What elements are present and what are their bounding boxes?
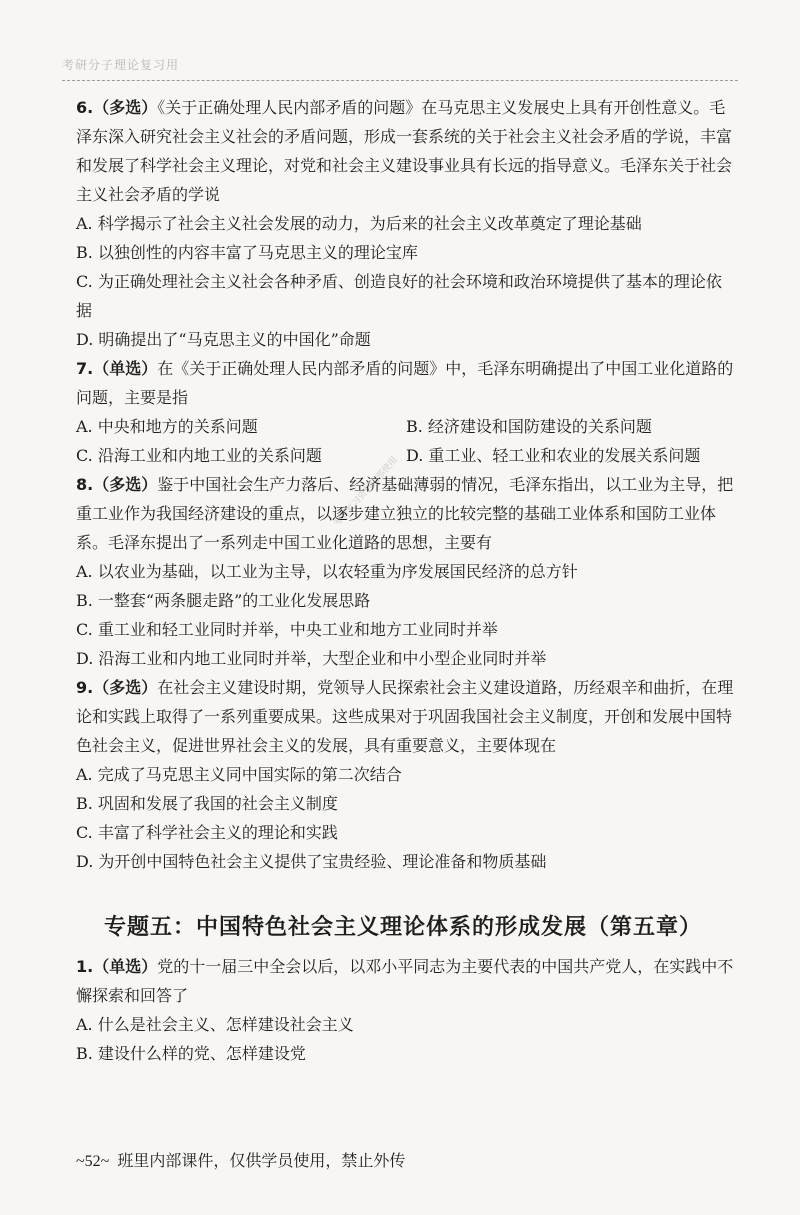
option-d: D. 明确提出了“马克思主义的中国化”命题 [76, 330, 371, 349]
question-text: 在社会主义建设时期，党领导人民探索社会主义建设道路，历经艰辛和曲折，在理论和实践上取得了一系列重要成果。这些成果对于巩固我国社会主义制度，开创和发展中国特色社会主义，促进世界社会主义的发展，具有重要意义，主要体现在 [76, 678, 734, 755]
section-heading: 专题五：中国特色社会主义理论体系的形成发展（第五章） [104, 915, 703, 940]
option-d: D. 为开创中国特色社会主义提供了宝贵经验、理论准备和物质基础 [76, 852, 547, 871]
option-b: B. 以独创性的内容丰富了马克思主义的理论宝库 [76, 243, 418, 262]
option-a: A. 什么是社会主义、怎样建设社会主义 [76, 1015, 354, 1034]
question-text: 鉴于中国社会生产力落后、经济基础薄弱的情况，毛泽东指出，以工业为主导，把重工业作为我国经济建设的重点，以逐步建立独立的比较完整的基础工业体系和国防工业体系。毛泽东提出了一系列走中国工业化道路的思想，主要有 [76, 475, 734, 552]
option-b: B. 建设什么样的党、怎样建设党 [76, 1044, 306, 1063]
running-head: 考研分子理论复习用 [62, 58, 180, 72]
question-stem [76, 93, 736, 209]
question-type: （单选） [93, 957, 158, 976]
question-type: （多选） [93, 475, 158, 494]
question-number: 6. [76, 98, 94, 117]
option-a: A. 中央和地方的关系问题 [76, 417, 258, 436]
page-content [76, 93, 736, 1068]
question-number: 8. [76, 475, 94, 494]
question-number: 1. [76, 957, 94, 976]
header-divider [62, 80, 738, 81]
question-number: 7. [76, 359, 94, 378]
question-6 [76, 93, 736, 354]
option-d: D. 重工业、轻工业和农业的发展关系问题 [406, 446, 701, 465]
options-row [76, 412, 736, 441]
question-number: 9. [76, 678, 94, 697]
option-a: A. 完成了马克思主义同中国实际的第二次结合 [76, 765, 402, 784]
option-a: A. 以农业为基础，以工业为主导，以农轻重为序发展国民经济的总方针 [76, 562, 578, 581]
option-b: B. 巩固和发展了我国的社会主义制度 [76, 794, 338, 813]
option-d: D. 沿海工业和内地工业同时并举，大型企业和中小型企业同时并举 [76, 649, 547, 668]
option-b: B. 经济建设和国防建设的关系问题 [406, 417, 652, 436]
question-stem [76, 673, 736, 760]
watermark: 考研复习资料内部使用 [332, 455, 400, 529]
page-footer [76, 1148, 405, 1171]
option-c: C. 重工业和轻工业同时并举，中央工业和地方工业同时并举 [76, 620, 498, 639]
question-text: 《关于正确处理人民内部矛盾的问题》在马克思主义发展史上具有开创性意义。毛泽东深入研究社会主义社会的矛盾问题，形成一套系统的关于社会主义社会矛盾的学说，丰富和发展了科学社会主义理论，对党和社会主义建设事业具有长远的指导意义。毛泽东关于社会主义社会矛盾的学说 [76, 98, 733, 204]
options-row [76, 441, 736, 470]
page-number: ~52~ [76, 1153, 110, 1170]
question-stem [76, 470, 736, 557]
question-1 [76, 952, 736, 1068]
question-8 [76, 470, 736, 673]
option-b: B. 一整套“两条腿走路”的工业化发展思路 [76, 591, 371, 610]
footer-notice: 班里内部课件，仅供学员使用，禁止外传 [117, 1151, 406, 1170]
question-type: （多选） [93, 678, 158, 697]
question-text: 党的十一届三中全会以后，以邓小平同志为主要代表的中国共产党人，在实践中不懈探索和回答了 [76, 957, 734, 1005]
option-c: C. 丰富了科学社会主义的理论和实践 [76, 823, 338, 842]
question-7 [76, 354, 736, 470]
option-c: C. 沿海工业和内地工业的关系问题 [76, 446, 322, 465]
question-type: （多选） [93, 98, 158, 117]
question-text: 在《关于正确处理人民内部矛盾的问题》中，毛泽东明确提出了中国工业化道路的问题，主要是指 [76, 359, 734, 407]
question-type: （单选） [93, 359, 158, 378]
question-stem [76, 354, 736, 412]
option-a: A. 科学揭示了社会主义社会发展的动力，为后来的社会主义改革奠定了理论基础 [76, 214, 642, 233]
question-9 [76, 673, 736, 876]
option-c: C. 为正确处理社会主义社会各种矛盾、创造良好的社会环境和政治环境提供了基本的理论依据 [76, 272, 722, 320]
question-stem [76, 952, 736, 1010]
